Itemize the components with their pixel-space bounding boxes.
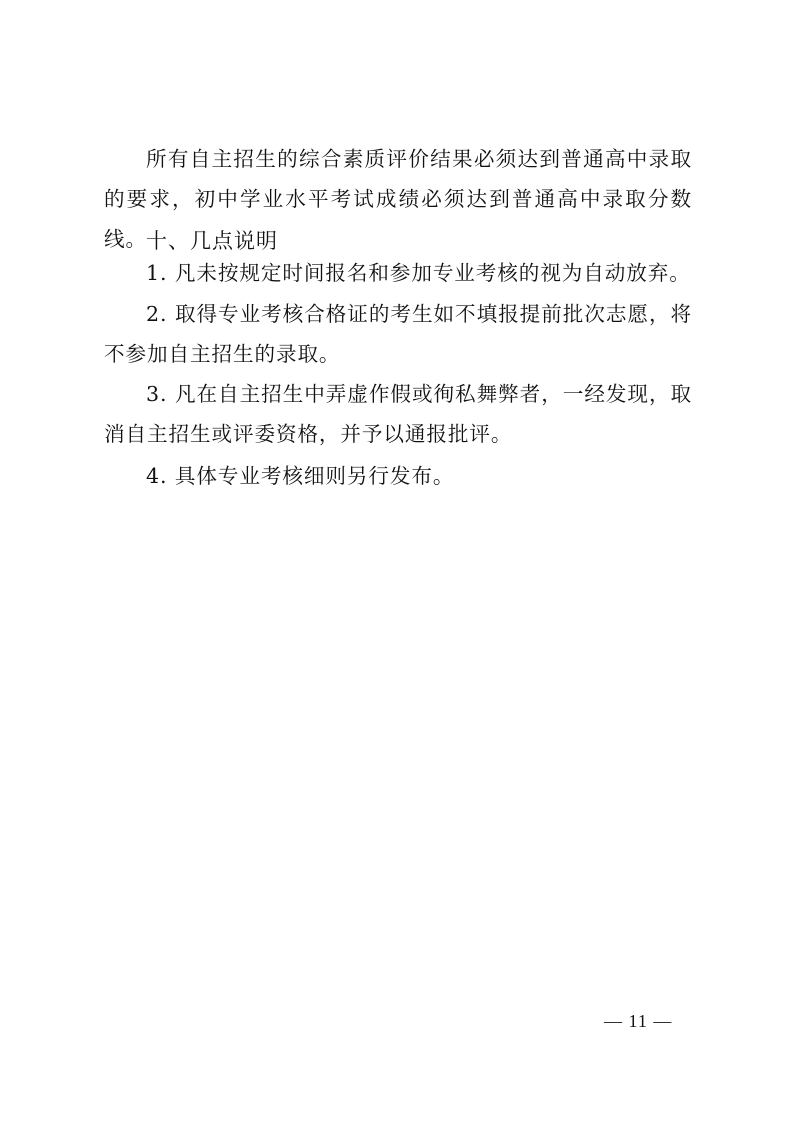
section-heading: 十、几点说明 bbox=[146, 229, 278, 253]
list-item-2: 2. 取得专业考核合格证的考生如不填报提前批次志愿，将不参加自主招生的录取。 bbox=[104, 302, 692, 366]
list-item-3: 3. 凡在自主招生中弄虚作假或徇私舞弊者，一经发现，取消自主招生或评委资格，并予以通报批评。 bbox=[104, 382, 692, 446]
list-item-4: 4. 具体专业考核细则另行发布。 bbox=[146, 464, 455, 488]
list-item-1: 1. 凡未按规定时间报名和参加专业考核的视为自动放弃。 bbox=[146, 261, 691, 285]
admission-requirement-paragraph: 所有自主招生的综合素质评价结果必须达到普通高中录取的要求，初中学业水平考试成绩必须达到普通高中录取分数线。 bbox=[104, 147, 692, 251]
page-number: — 11 — bbox=[604, 1011, 673, 1031]
